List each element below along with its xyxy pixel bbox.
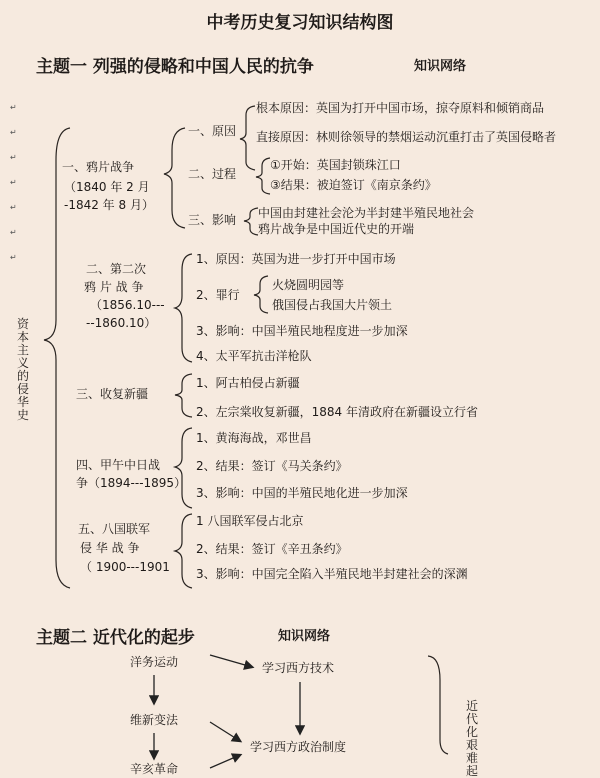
theme2-heading: 主题二 近代化的起步 <box>36 628 195 648</box>
event1-date-end: -1842 年 8 月） <box>64 198 154 212</box>
event2-name-line2: 鸦 片 战 争 <box>84 280 144 294</box>
margin-mark: ↵ <box>10 153 17 162</box>
event1-date-start: （1840 年 2 月 <box>64 180 150 194</box>
event1-cause-root: 根本原因：英国为打开中国市场，掠夺原料和倾销商品 <box>256 101 545 115</box>
event1-impact: 三、影响 <box>188 213 237 227</box>
event5-item3: 3、影响：中国完全陷入半殖民地半封建社会的深渊 <box>196 567 468 581</box>
theme2-node-xinhai: 辛亥革命 <box>130 762 179 776</box>
event2-date-start: （1856.10--- <box>90 298 165 312</box>
event1-impact-b: 鸦片战争是中国近代史的开端 <box>258 222 415 236</box>
event4-item2: 2、结果：签订《马关条约》 <box>196 459 348 473</box>
margin-mark: ↵ <box>10 253 17 262</box>
event5-name-line2: 侵 华 战 争 <box>80 541 140 555</box>
event2-name-line1: 二、第二次 <box>86 262 147 276</box>
event1-cause-direct: 直接原因：林则徐领导的禁烟运动沉重打击了英国侵略者 <box>256 130 557 144</box>
event4-item1: 1、黄海海战，邓世昌 <box>196 431 312 445</box>
event1-impact-a: 中国由封建社会沦为半封建半殖民地社会 <box>258 206 475 220</box>
theme2-node-yangwu: 洋务运动 <box>130 655 179 669</box>
event5-date: （ 1900---1901 <box>80 560 170 574</box>
event2-crimes-b: 俄国侵占我国大片领土 <box>272 298 393 312</box>
event2-crimes-a: 火烧圆明园等 <box>272 278 345 292</box>
margin-mark: ↵ <box>10 178 17 187</box>
event1-process-result: ③结果：被迫签订《南京条约》 <box>270 178 437 192</box>
event4-name-line1: 四、甲午中日战 <box>76 458 161 472</box>
event5-item1: 1 八国联军侵占北京 <box>196 514 304 528</box>
event1-process: 二、过程 <box>188 167 237 181</box>
event2-taiping: 4、太平军抗击洋枪队 <box>196 349 312 363</box>
theme2-node-weixin: 维新变法 <box>130 713 179 727</box>
theme2-result-tech: 学习西方技术 <box>262 661 335 675</box>
event4-item3: 3、影响：中国的半殖民地化进一步加深 <box>196 486 408 500</box>
margin-mark: ↵ <box>10 228 17 237</box>
theme1-tag: 知识网络 <box>414 59 467 74</box>
theme2-result-politics: 学习西方政治制度 <box>250 740 347 754</box>
event1-process-start: ①开始：英国封锁珠江口 <box>270 158 401 172</box>
margin-mark: ↵ <box>10 128 17 137</box>
event1-name: 一、鸦片战争 <box>62 160 135 174</box>
event5-item2: 2、结果：签订《辛丑条约》 <box>196 542 348 556</box>
event2-cause: 1、原因：英国为进一步打开中国市场 <box>196 252 396 266</box>
event3-name: 三、收复新疆 <box>76 387 149 401</box>
event5-name-line1: 五、八国联军 <box>78 522 151 536</box>
theme1-vertical-label: 资本主义的侵华史 <box>17 317 30 422</box>
event4-name-line2: 争（1894---1895） <box>76 476 187 490</box>
event2-impact: 3、影响：中国半殖民地程度进一步加深 <box>196 324 408 338</box>
page-title: 中考历史复习知识结构图 <box>206 13 394 33</box>
theme2-tag: 知识网络 <box>278 629 331 644</box>
event3-item2: 2、左宗棠收复新疆，1884 年清政府在新疆设立行省 <box>196 405 478 419</box>
event3-item1: 1、阿古柏侵占新疆 <box>196 376 300 390</box>
margin-mark: ↵ <box>10 203 17 212</box>
event2-date-end: --1860.10） <box>86 316 157 330</box>
theme2-vertical-label: 近代化艰难起 <box>466 699 479 778</box>
event1-cause: 一、原因 <box>188 124 237 138</box>
margin-mark: ↵ <box>10 103 17 112</box>
theme1-heading: 主题一 列强的侵略和中国人民的抗争 <box>36 57 314 77</box>
event2-crimes: 2、罪行 <box>196 288 240 302</box>
